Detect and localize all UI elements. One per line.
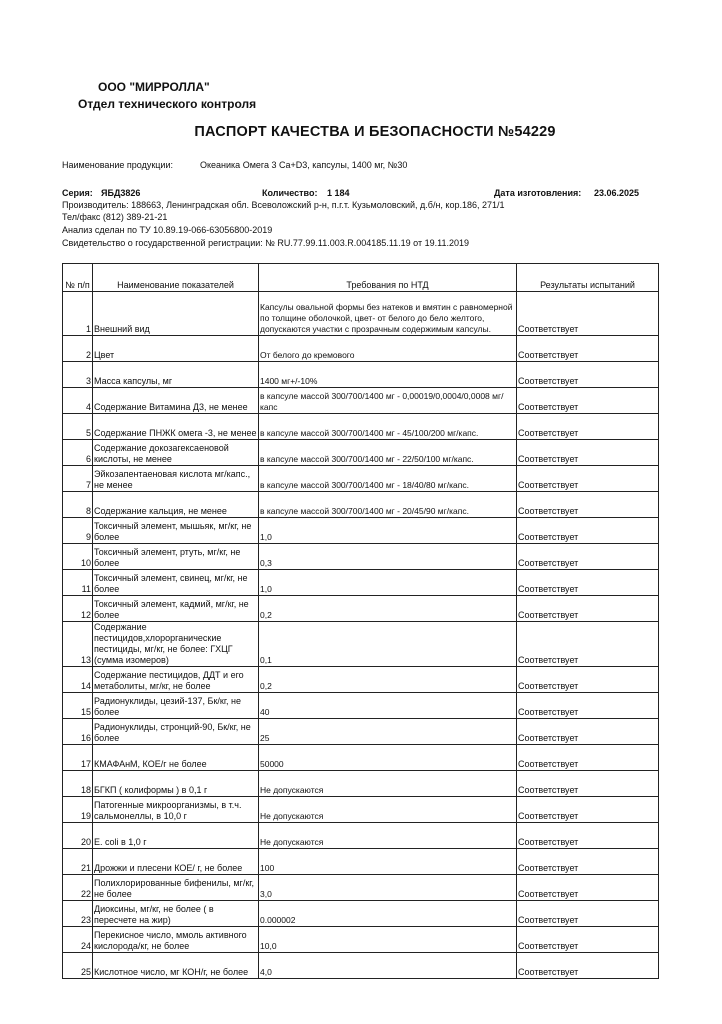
row-requirement: 4,0 — [259, 953, 517, 979]
row-result: Соответствует — [517, 570, 659, 596]
product-label: Наименование продукции: — [62, 160, 173, 170]
row-requirement: От белого до кремового — [259, 336, 517, 362]
row-parameter-name: Полихлорированные бифенилы, мг/кг, не более — [93, 875, 259, 901]
analysis-standard: Анализ сделан по ТУ 10.89.19-066-63056800-2019 — [62, 225, 273, 235]
row-number: 16 — [63, 719, 93, 745]
row-requirement: в капсуле массой 300/700/1400 мг - 0,00019/0,0004/0,0008 мг/капс — [259, 388, 517, 414]
table-row — [63, 667, 659, 693]
row-number: 3 — [63, 362, 93, 388]
document-title: ПАСПОРТ КАЧЕСТВА И БЕЗОПАСНОСТИ №54229 — [194, 124, 556, 140]
row-number: 23 — [63, 901, 93, 927]
row-result: Соответствует — [517, 440, 659, 466]
row-result: Соответствует — [517, 466, 659, 492]
table-row — [63, 388, 659, 414]
row-number: 8 — [63, 492, 93, 518]
row-requirement: в капсуле массой 300/700/1400 мг - 18/40/80 мг/капс. — [259, 466, 517, 492]
row-number: 5 — [63, 414, 93, 440]
phone-fax: Тел/факс (812) 389-21-21 — [62, 212, 168, 222]
manufacture-date-label: Дата изготовления: — [494, 188, 582, 198]
row-parameter-name: Содержание ПНЖК омега -3, не менее — [93, 414, 259, 440]
row-number: 15 — [63, 693, 93, 719]
row-requirement: 3,0 — [259, 875, 517, 901]
row-parameter-name: Радионуклиды, стронций-90, Бк/кг, не более — [93, 719, 259, 745]
table-row — [63, 745, 659, 771]
row-requirement: Не допускаются — [259, 771, 517, 797]
row-number: 17 — [63, 745, 93, 771]
row-result: Соответствует — [517, 875, 659, 901]
table-row — [63, 875, 659, 901]
row-result: Соответствует — [517, 719, 659, 745]
table-row — [63, 570, 659, 596]
table-row — [63, 544, 659, 570]
row-parameter-name: Диоксины, мг/кг, не более ( в пересчете на жир) — [93, 901, 259, 927]
row-result: Соответствует — [517, 336, 659, 362]
row-number: 14 — [63, 667, 93, 693]
row-parameter-name: БГКП ( колиформы ) в 0,1 г — [93, 771, 259, 797]
row-requirement: Не допускаются — [259, 797, 517, 823]
row-requirement: 0,2 — [259, 667, 517, 693]
row-requirement: 50000 — [259, 745, 517, 771]
row-requirement: в капсуле массой 300/700/1400 мг - 45/100/200 мг/капс. — [259, 414, 517, 440]
manufacture-date-value: 23.06.2025 — [594, 188, 640, 198]
header-requirements: Требования по НТД — [259, 264, 517, 292]
table-row — [63, 336, 659, 362]
row-parameter-name: Патогенные микроорганизмы, в т.ч. сальмонеллы, в 10,0 г — [93, 797, 259, 823]
row-number: 19 — [63, 797, 93, 823]
row-parameter-name: Перекисное число, ммоль активного кислорода/кг, не более — [93, 927, 259, 953]
row-number: 20 — [63, 823, 93, 849]
table-row — [63, 849, 659, 875]
header-results: Результаты испытаний — [517, 264, 659, 292]
row-result: Соответствует — [517, 388, 659, 414]
row-requirement: 0.000002 — [259, 901, 517, 927]
company-name: ООО "МИРРОЛЛА" — [98, 80, 210, 94]
table-body — [63, 292, 659, 979]
table-row — [63, 823, 659, 849]
row-number: 10 — [63, 544, 93, 570]
quantity-value: 1 184 — [327, 188, 350, 198]
quality-parameters-table — [62, 263, 659, 979]
row-requirement: в капсуле массой 300/700/1400 мг - 22/50/100 мг/капс. — [259, 440, 517, 466]
row-parameter-name: Кислотное число, мг КОН/г, не более — [93, 953, 259, 979]
row-result: Соответствует — [517, 544, 659, 570]
series-label: Серия: — [62, 188, 93, 198]
row-result: Соответствует — [517, 901, 659, 927]
table-row — [63, 466, 659, 492]
row-number: 24 — [63, 927, 93, 953]
row-result: Соответствует — [517, 771, 659, 797]
row-parameter-name: E. coli в 1,0 г — [93, 823, 259, 849]
row-result: Соответствует — [517, 667, 659, 693]
row-number: 18 — [63, 771, 93, 797]
row-requirement: 40 — [259, 693, 517, 719]
row-result: Соответствует — [517, 292, 659, 336]
row-result: Соответствует — [517, 953, 659, 979]
row-parameter-name: Содержание пестицидов,хлорорганические пестициды, мг/кг, не более: ГХЦГ (сумма изомеров) — [93, 622, 259, 667]
row-number: 21 — [63, 849, 93, 875]
table-row — [63, 362, 659, 388]
row-result: Соответствует — [517, 362, 659, 388]
row-number: 11 — [63, 570, 93, 596]
row-parameter-name: Дрожжи и плесени КОЕ/ г, не более — [93, 849, 259, 875]
row-requirement: 10,0 — [259, 927, 517, 953]
table-row — [63, 440, 659, 466]
row-parameter-name: Токсичный элемент, мышьяк, мг/кг, не более — [93, 518, 259, 544]
row-parameter-name: Эйкозапентаеновая кислота мг/капс., не менее — [93, 466, 259, 492]
row-requirement: 0,2 — [259, 596, 517, 622]
product-value: Океаника Омега 3 Ca+D3, капсулы, 1400 мг, №30 — [200, 160, 408, 170]
table-row — [63, 901, 659, 927]
row-number: 25 — [63, 953, 93, 979]
row-parameter-name: Содержание кальция, не менее — [93, 492, 259, 518]
row-parameter-name: Внешний вид — [93, 292, 259, 336]
row-parameter-name: Масса капсулы, мг — [93, 362, 259, 388]
row-parameter-name: Радионуклиды, цезий-137, Бк/кг, не более — [93, 693, 259, 719]
row-result: Соответствует — [517, 622, 659, 667]
row-result: Соответствует — [517, 596, 659, 622]
row-result: Соответствует — [517, 693, 659, 719]
registration-certificate: Свидетельство о государственной регистрации: № RU.77.99.11.003.R.004185.11.19 от 19.11.2019 — [62, 238, 469, 248]
row-requirement: 1,0 — [259, 518, 517, 544]
row-requirement: 100 — [259, 849, 517, 875]
header-parameter-name: Наименование показателей — [93, 264, 259, 292]
row-number: 22 — [63, 875, 93, 901]
table-row — [63, 693, 659, 719]
table-row — [63, 719, 659, 745]
row-parameter-name: Цвет — [93, 336, 259, 362]
table-row — [63, 492, 659, 518]
row-result: Соответствует — [517, 414, 659, 440]
row-parameter-name: Токсичный элемент, кадмий, мг/кг, не более — [93, 596, 259, 622]
row-parameter-name: Токсичный элемент, свинец, мг/кг, не более — [93, 570, 259, 596]
quantity-label: Количество: — [262, 188, 318, 198]
row-requirement: 0,3 — [259, 544, 517, 570]
manufacturer-address: Производитель: 188663, Ленинградская обл. Всеволожский р-н, п.г.т. Кузьмоловский, д.б/н, кор.186, 271/1 — [62, 200, 505, 210]
header-number: № п/п — [63, 264, 93, 292]
row-number: 6 — [63, 440, 93, 466]
row-result: Соответствует — [517, 518, 659, 544]
row-requirement: Капсулы овальной формы без натеков и вмятин с равномерной по толщине оболочкой, цвет- от белого до бело желтого, допускаются участки с прозрачным содержимым капсулы. — [259, 292, 517, 336]
department-name: Отдел технического контроля — [78, 97, 257, 111]
row-requirement: 1400 мг+/-10% — [259, 362, 517, 388]
table-row — [63, 622, 659, 667]
row-requirement: 0,1 — [259, 622, 517, 667]
row-requirement: 25 — [259, 719, 517, 745]
table-row — [63, 414, 659, 440]
row-parameter-name: Содержание докозагексаеновой кислоты, не менее — [93, 440, 259, 466]
table-row — [63, 771, 659, 797]
row-requirement: Не допускаются — [259, 823, 517, 849]
row-parameter-name: Содержание Витамина Д3, не менее — [93, 388, 259, 414]
row-requirement: в капсуле массой 300/700/1400 мг - 20/45/90 мг/капс. — [259, 492, 517, 518]
table-row — [63, 927, 659, 953]
table-row — [63, 518, 659, 544]
row-number: 9 — [63, 518, 93, 544]
table-header-row — [63, 264, 659, 292]
series-value: ЯБД3826 — [101, 188, 141, 198]
row-number: 13 — [63, 622, 93, 667]
row-result: Соответствует — [517, 492, 659, 518]
row-result: Соответствует — [517, 849, 659, 875]
row-parameter-name: Содержание пестицидов, ДДТ и его метаболиты, мг/кг, не более — [93, 667, 259, 693]
table-row — [63, 797, 659, 823]
table-row — [63, 596, 659, 622]
table-row — [63, 292, 659, 336]
row-number: 4 — [63, 388, 93, 414]
row-requirement: 1,0 — [259, 570, 517, 596]
row-parameter-name: КМАФАнМ, КОЕ/г не более — [93, 745, 259, 771]
row-result: Соответствует — [517, 797, 659, 823]
table-row — [63, 953, 659, 979]
row-result: Соответствует — [517, 745, 659, 771]
row-number: 2 — [63, 336, 93, 362]
row-number: 1 — [63, 292, 93, 336]
row-number: 12 — [63, 596, 93, 622]
row-number: 7 — [63, 466, 93, 492]
row-result: Соответствует — [517, 823, 659, 849]
row-parameter-name: Токсичный элемент, ртуть, мг/кг, не более — [93, 544, 259, 570]
row-result: Соответствует — [517, 927, 659, 953]
